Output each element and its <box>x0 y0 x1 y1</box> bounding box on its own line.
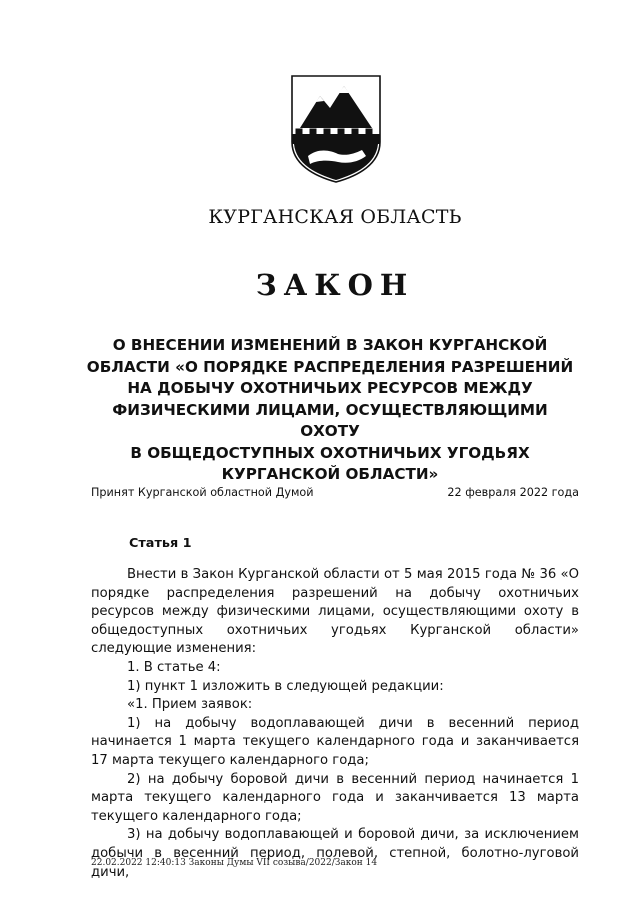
paragraph: Внести в Закон Курганской области от 5 мая 2015 года № 36 «О порядке распределения разрешений на добычу охотничьих ресурсов между физическими лицами, осуществляющими охоту в общедоступных охотничьих угодьях Курганской области» следующие изменения: <box>91 567 579 657</box>
document-type: ЗАКОН <box>255 268 415 302</box>
paragraph: 1. В статье 4: <box>127 659 221 675</box>
adopted-by: Принят Курганской областной Думой <box>91 486 314 499</box>
paragraph: «1. Прием заявок: <box>127 697 253 713</box>
paragraph: 3) на добычу водоплавающей и боровой дичи, за исключением добычи в весенний период, полевой, степной, болотно-луговой дичи, <box>91 827 579 880</box>
law-title-line: ФИЗИЧЕСКИМИ ЛИЦАМИ, ОСУЩЕСТВЛЯЮЩИМИ ОХОТУ <box>112 400 548 440</box>
law-title <box>80 335 580 486</box>
law-title-line: НА ДОБЫЧУ ОХОТНИЧЬИХ РЕСУРСОВ МЕЖДУ <box>127 379 533 397</box>
coat-of-arms-icon <box>286 72 386 184</box>
paragraph: 1) пункт 1 изложить в следующей редакции: <box>127 678 444 694</box>
law-title-line: О ВНЕСЕНИИ ИЗМЕНЕНИЙ В ЗАКОН КУРГАНСКОЙ <box>112 336 548 354</box>
adoption-row <box>91 486 579 499</box>
law-title-line: КУРГАНСКОЙ ОБЛАСТИ» <box>221 465 439 483</box>
law-title-line: В ОБЩЕДОСТУПНЫХ ОХОТНИЧЬИХ УГОДЬЯХ <box>130 443 530 462</box>
region-name: КУРГАНСКАЯ ОБЛАСТЬ <box>208 206 462 228</box>
article-body <box>91 566 579 882</box>
paragraph: 2) на добычу боровой дичи в весенний период начинается 1 марта текущего календарного года и заканчивается 13 марта текущего календарного года; <box>91 771 579 824</box>
paragraph: 1) на добычу водоплавающей дичи в весенний период начинается 1 марта текущего календарного года и заканчивается 17 марта текущего календарного года; <box>91 715 579 768</box>
law-title-line: ОБЛАСТИ «О ПОРЯДКЕ РАСПРЕДЕЛЕНИЯ РАЗРЕШЕНИЙ <box>86 357 574 376</box>
adoption-date: 22 февраля 2022 года <box>447 486 579 499</box>
article-heading: Статья 1 <box>129 536 192 551</box>
footer-stamp: 22.02.2022 12:40:13 Законы Думы VII созыва/2022/Закон 14 <box>91 858 378 868</box>
